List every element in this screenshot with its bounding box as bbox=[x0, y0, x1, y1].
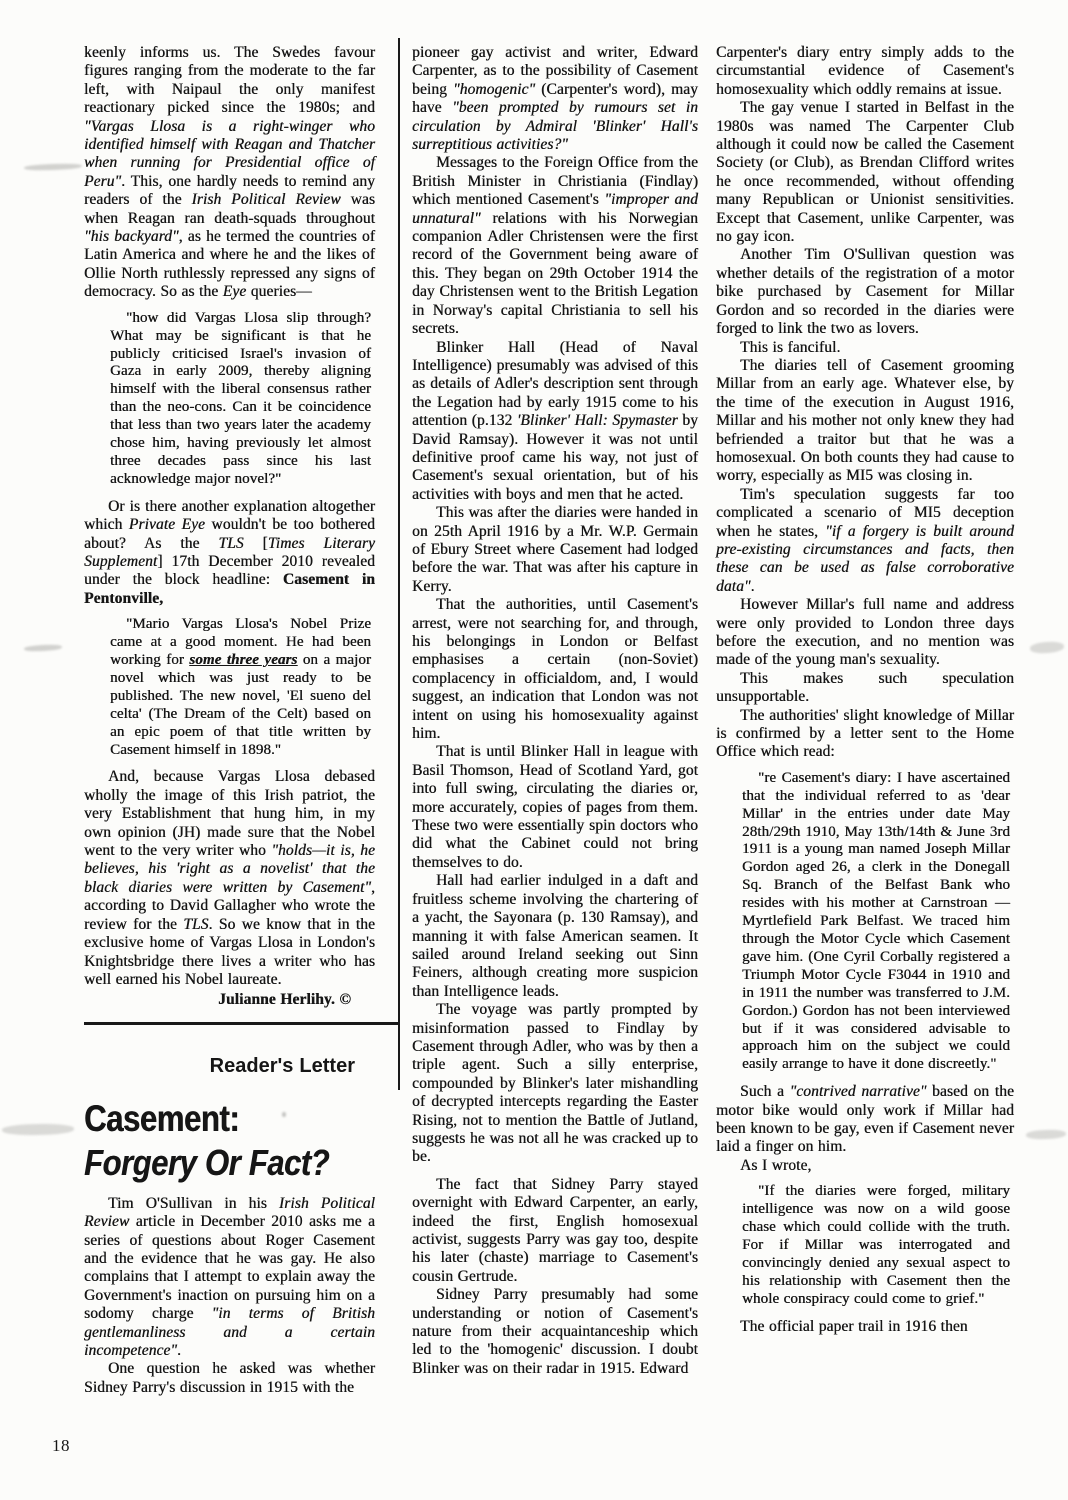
scan-smudge bbox=[24, 163, 82, 171]
scan-smudge bbox=[24, 644, 62, 652]
text-run: Casement in Pentonville, bbox=[84, 571, 375, 607]
section-rule bbox=[84, 1022, 399, 1025]
paragraph bbox=[716, 1318, 1014, 1336]
page-number: 18 bbox=[52, 1436, 70, 1455]
scan-smudge bbox=[1026, 1129, 1066, 1139]
text-run: "contrived narrative" bbox=[789, 1083, 927, 1101]
text-run: , according to David Gallagher who wrote the review for the bbox=[84, 878, 375, 933]
text-run: wouldn't be too bothered about? As the bbox=[84, 516, 375, 552]
article-subtitle bbox=[84, 1143, 334, 1183]
text-run: The diaries tell of Casement grooming Millar from an early age. Whatever else, by the time of the execution in August 1916, Millar and his mother not only knew they had befriended a traitor but that he was a homosexual. On both counts they had cause to worry, especially as MI5 was closing in. bbox=[716, 356, 1014, 485]
byline bbox=[84, 991, 375, 1009]
text-run: "If the diaries were forged, military intelligence was now on a wild goose chase which could collide with the truth. For if Millar was interrogated and convincingly denied any sexual aspect to his relationship with Casement then the whole conspiracy could come to grief." bbox=[742, 1183, 1010, 1307]
paragraph bbox=[716, 670, 1014, 707]
paragraph bbox=[716, 246, 1014, 338]
text-run: "been prompted by rumours set in circulation by Admiral 'Blinker' Hall's surreptitious activities?" bbox=[412, 99, 698, 154]
text-run: As I wrote, bbox=[740, 1156, 812, 1174]
text-run: The authorities' slight knowledge of Millar is confirmed by a letter sent to the Home Office which read: bbox=[716, 706, 1014, 761]
block-quote bbox=[110, 310, 371, 489]
paragraph bbox=[412, 1001, 698, 1167]
text-run: Irish Political Review bbox=[84, 1194, 375, 1231]
text-run: "in terms of British gentlemanliness and a certain incompetence" bbox=[84, 1305, 375, 1359]
text-run: Julianne Herlihy. © bbox=[218, 991, 351, 1009]
text-run: Or is there another explanation altogether which bbox=[84, 497, 375, 534]
text-run: article in December 2010 asks me a series of questions about Roger Casement and the evidence that he was gay. He also complains that I attempt to explain away the Government's inaction on pursuing him on a sodomy charge bbox=[84, 1213, 375, 1323]
text-run: . bbox=[177, 1341, 181, 1359]
paragraph bbox=[716, 1157, 1014, 1175]
text-run: Carpenter's diary entry simply adds to the circumstantial evidence of Casement's homosexuality which oddly remains at issue. bbox=[716, 44, 1014, 98]
text-run: by David Ramsay). However it was not until definitive proof came his way, not just of Casement's sexual orientation, but of his activities with boys and men that he acted. bbox=[412, 412, 698, 503]
text-run: keenly informs us. The Swedes favour figures ranging from the moderate to the far left, with Naipaul the only manifest reactionary picked since the 1980s; and bbox=[84, 44, 375, 117]
text-run: Forgery Or Fact? bbox=[84, 1141, 330, 1183]
paragraph bbox=[716, 339, 1014, 357]
text-run: The official paper trail in 1916 then bbox=[740, 1317, 968, 1335]
text-run: The voyage was partly prompted by misinformation passed to Findlay by Casement through Adler, who was by then a triple agent. Such a silly enterprise, compounded by Blinker's later mishandling of decrypted intercepts regarding the Easter Rising, not to mention the Battle of Jutland, suggests he was not all he was cracked up to be. bbox=[412, 1001, 698, 1166]
text-run: "his backyard" bbox=[84, 228, 179, 246]
paragraph bbox=[84, 498, 375, 608]
text-run: Hall had earlier indulged in a daft and fruitless scheme involving the chartering of a yacht, the Sayonara (p. 130 Ramsay), and manning it with false American seamen. It sailed around Ireland seeking out Sinn Feiners, although creating more suspicion than Intelligence leads. bbox=[412, 872, 698, 1000]
paragraph bbox=[716, 357, 1014, 486]
text-run: , as he termed the countries of Latin America and where he and the likes of Ollie North ruthlessly repressed any signs of democracy. So as the bbox=[84, 228, 376, 301]
text-run: was when Reagan ran death-squads throughout bbox=[84, 191, 375, 227]
text-run: Tim O'Sullivan in his bbox=[108, 1194, 279, 1212]
paragraph bbox=[84, 1360, 375, 1397]
text-run: Casement: bbox=[84, 1097, 240, 1139]
text-run: "improper and unnatural" bbox=[412, 191, 698, 227]
text-run: 'Blinker' Hall: Spymaster bbox=[516, 412, 678, 430]
text-run: Private Eye bbox=[128, 516, 206, 534]
text-run: . So we know that in the exclusive home of Vargas Llosa in London's Knightsbridge there lives a writer who has well earned his Nobel laureate. bbox=[84, 915, 375, 988]
text-run: Messages to the Foreign Office from the British Minister in Christiania (Findlay) which mentioned Casement's bbox=[412, 154, 698, 209]
text-run: (Carpenter's word), may have bbox=[412, 80, 698, 117]
text-run: "if a forgery is built around pre-existing circumstances and facts, then these can be used as false corroborative data" bbox=[716, 522, 1014, 595]
text-run: Reader's Letter bbox=[209, 1054, 355, 1077]
text-run: relations with his Norwegian companion Adler Christensen were the first record of the Government being aware of this. They began on 29th October 1914 the day Christensen went to the British Legation in Norway's capital Christiania to sell his secrets. bbox=[412, 209, 698, 338]
block-quote bbox=[742, 770, 1010, 1074]
text-run: Eye bbox=[222, 283, 247, 301]
text-run: However Millar's full name and address were only provided to London three days before the execution, and no mention was made of the young man's sexuality. bbox=[716, 596, 1014, 669]
kicker bbox=[84, 1055, 375, 1077]
paragraph bbox=[412, 154, 698, 338]
paragraph bbox=[412, 44, 698, 154]
text-run: This is fanciful. bbox=[740, 338, 841, 356]
paragraph bbox=[716, 707, 1014, 762]
scan-smudge bbox=[282, 1112, 286, 1117]
block-quote bbox=[742, 1183, 1010, 1308]
paragraph bbox=[412, 743, 698, 872]
text-run: pioneer gay activist and writer, Edward Carpenter, as to the possibility of Casement being bbox=[412, 44, 698, 98]
column-divider bbox=[398, 38, 400, 1090]
scan-smudge bbox=[2, 1123, 74, 1135]
text-run: ] 17th December 2010 revealed under the block headline: bbox=[84, 552, 375, 589]
text-run: TLS bbox=[183, 915, 209, 933]
text-run: This was after the diaries were handed in on 25th April 1916 by a Mr. W.P. Germain of Ebury Street where Casement had lodged before the war. That was after his capture in Kerry. bbox=[412, 504, 698, 595]
text-run: And, because Vargas Llosa debased wholly the image of this Irish patriot, the very Establishment that hung him, in my own opinion (JH) made sure that the Nobel went to the very writer who bbox=[84, 768, 375, 860]
paragraph bbox=[84, 44, 375, 302]
text-run: based on the motor bike would only work if Millar had been known to be gay, even if Casement never laid a finger on him. bbox=[716, 1083, 1014, 1156]
paragraph bbox=[716, 596, 1014, 670]
text-run: "Mario Vargas Llosa's Nobel Prize came at a good moment. He had been working for bbox=[110, 616, 371, 668]
text-run: Blinker Hall (Head of Naval Intelligence) presumably was advised of this as details of Adler's description sent through the Legation had by early 1915 come to his attention (p.132 bbox=[412, 338, 698, 430]
text-run: The fact that Sidney Parry stayed overnight with Edward Carpenter, an early, indeed the first, English homosexual activist, suggests Parry was gay too, despite his later (chaste) marriage to Casement's cousin Gertrude. bbox=[412, 1175, 698, 1285]
paragraph bbox=[412, 339, 698, 505]
text-run: "re Casement's diary: I have ascertained that the individual referred to as 'dear Millar' in the entries under date May 28th/29th 1910, May 13th/14th & June 3rd 1911 is a young man named Joseph Millar Gordon aged 26, a clerk in the Donegall Sq. Branch of the Belfast Bank who resides with his mother at Carnstroan —Myrtlefield Park Belfast. We traced him through the Motor Cycle which Casement gave him. (One Cyril Corbally registered a Triumph Motor Cycle F3044 in 1910 and in 1911 the number was transferred to J.M. Gordon.) Gordon has not been interviewed but if it was considered advisable to approach him on the subject we could easily arrange to have it done discreetly." bbox=[742, 769, 1010, 1073]
text-run: Such a bbox=[740, 1083, 790, 1101]
paragraph bbox=[716, 486, 1014, 596]
paragraph bbox=[412, 872, 698, 1001]
text-run: One question he asked was whether Sidney Parry's discussion in 1915 with the bbox=[84, 1360, 375, 1396]
paragraph bbox=[84, 768, 375, 989]
text-run: on a major novel which was just ready to be published. The new novel, 'El sueno del celta' (The Dream of the Celt) based on an epic poem of that title written by Casement himself in 1898." bbox=[110, 652, 371, 758]
paragraph bbox=[412, 1176, 698, 1286]
block-quote bbox=[110, 616, 371, 759]
scan-smudge bbox=[1030, 641, 1065, 654]
text-run: "how did Vargas Llosa slip through? What may be significant is that he publicly criticised Israel's invasion of Gaza in early 2009, thereby aligning himself with the liberal consensus rather than the neo-cons. Can it be coincidence that less than two years later the academy chose him, having previously let almost three decades pass since his last acknowledge major novel?" bbox=[110, 309, 371, 487]
text-run: . bbox=[750, 577, 755, 595]
paragraph bbox=[716, 1083, 1014, 1157]
paragraph bbox=[716, 44, 1014, 99]
text-run: "homogenic" bbox=[452, 80, 536, 98]
text-run: Irish Political Review bbox=[191, 191, 341, 209]
text-run: This makes such speculation unsupportable. bbox=[716, 669, 1014, 706]
text-run: . This, one hardly needs to remind any readers of the bbox=[84, 172, 375, 209]
paragraph bbox=[84, 1195, 375, 1361]
text-run: queries— bbox=[246, 283, 312, 301]
paragraph bbox=[412, 1286, 698, 1378]
text-run: Tim's speculation suggests far too complicated a scenario of MI5 deception when he states, bbox=[716, 485, 1014, 540]
text-run: The gay venue I started in Belfast in the 1980s was named The Carpenter Club although it could now be called the Casement Society (or Club), as Brendan Clifford writes he once recommended, without offending many Republican or Unionist sensitivities. Except that Casement, unlike Carpenter, was no gay icon. bbox=[716, 99, 1014, 246]
text-run: [ bbox=[243, 534, 268, 552]
paragraph bbox=[412, 504, 698, 596]
column-2 bbox=[412, 44, 698, 1378]
text-run: That is until Blinker Hall in league with Basil Thomson, Head of Scotland Yard, got into full swing, circulating the diaries or, more accurately, copies of pages from them. These two were essentially spin doctors who did what the Cabinet could not bring themselves to do. bbox=[412, 743, 698, 871]
paragraph bbox=[412, 596, 698, 743]
text-run: some three years bbox=[189, 652, 298, 668]
text-run: TLS bbox=[218, 534, 244, 552]
text-run: Times Literary Supplement bbox=[84, 534, 375, 570]
column-1 bbox=[84, 44, 375, 1397]
text-run: That the authorities, until Casement's arrest, were not searching for, and through, his belongings in London or Belfast emphasises a certain (non-Soviet) complacency in officialdom, and, I would suggest, an indication that London was not intent on using his homosexuality against him. bbox=[412, 596, 698, 743]
text-run: "holds—it is, he believes, his 'right as a novelist' that the black diaries were written by Casement" bbox=[84, 842, 376, 896]
article-title bbox=[84, 1099, 328, 1139]
text-run: "Vargas Llosa is a right-winger who identified himself with Reagan and Thatcher when running for Presidential office of Peru" bbox=[84, 117, 375, 190]
paragraph bbox=[716, 99, 1014, 246]
text-run: Another Tim O'Sullivan question was whether details of the registration of a motor bike purchased by Casement for Millar Gordon and so recorded in the diaries were forged to link the two as lovers. bbox=[716, 246, 1014, 338]
column-3 bbox=[716, 44, 1014, 1336]
text-run: Sidney Parry presumably had some understanding or notion of Casement's nature from their acquaintanceship which led to the 'homogenic' discussion. I doubt Blinker was on their radar in 1915. Edward bbox=[412, 1286, 698, 1377]
